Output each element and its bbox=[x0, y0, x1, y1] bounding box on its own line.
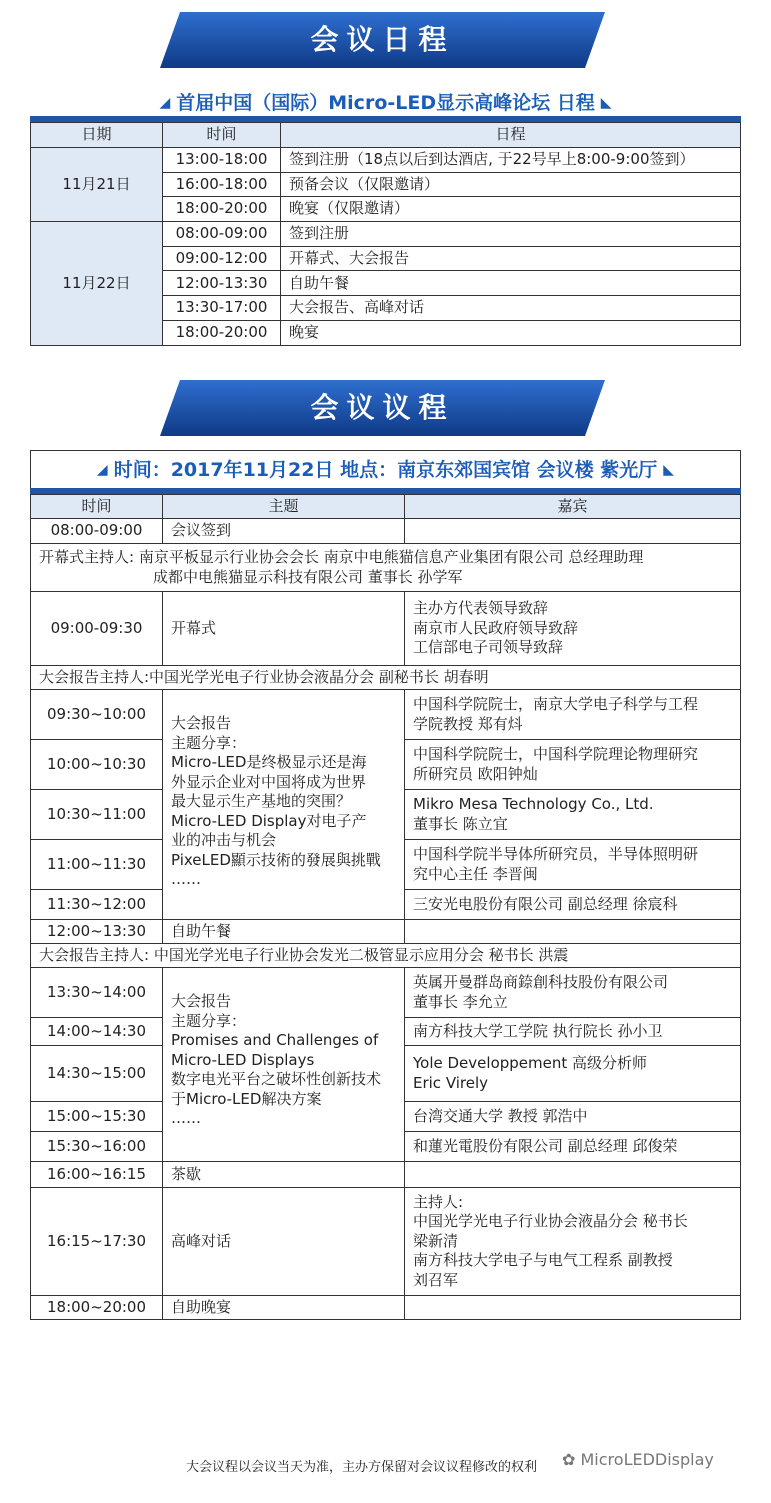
topic-line: Promises and Challenges of bbox=[171, 1031, 379, 1049]
topic-cell bbox=[163, 690, 405, 920]
guest-cell bbox=[405, 968, 741, 1018]
time-cell: 15:30~16:00 bbox=[31, 1132, 163, 1162]
guest-line: 中国科学院院士，南京大学电子科学与工程 bbox=[413, 695, 699, 713]
event-cell: 晚宴 bbox=[281, 320, 741, 345]
time-cell: 08:00-09:00 bbox=[31, 519, 163, 544]
topic-line: …… bbox=[171, 1109, 201, 1127]
time-cell: 13:30~14:00 bbox=[31, 968, 163, 1018]
topic-line: 最大显示生产基地的突围？ bbox=[171, 792, 352, 810]
table-row bbox=[31, 222, 741, 247]
guest-line: 中国科学院院士，中国科学院理论物理研究 bbox=[413, 745, 699, 763]
agenda-title-text: 时间：2017年11月22日 地点：南京东郊国宾馆 会议楼 紫光厅 bbox=[113, 459, 658, 481]
triangle-left-icon: ◢ bbox=[159, 95, 171, 111]
watermark bbox=[562, 1450, 714, 1469]
agenda-banner bbox=[160, 380, 605, 436]
table-row bbox=[31, 1162, 741, 1188]
table-row bbox=[31, 519, 741, 544]
host-row bbox=[31, 666, 741, 690]
time-cell: 10:30~11:00 bbox=[31, 790, 163, 840]
topic-cell: 自助晚宴 bbox=[163, 1296, 405, 1320]
guest-line: 董事长 李允立 bbox=[413, 992, 508, 1011]
topic-line: Micro-LED Displays bbox=[171, 1050, 315, 1069]
topic-line: 主题分享： bbox=[171, 1011, 247, 1030]
table-row bbox=[31, 968, 741, 1018]
event-cell: 大会报告、高峰对话 bbox=[281, 296, 741, 321]
host-cell: 大会报告主持人:中国光学光电子行业协会液晶分会 副秘书长 胡春明 bbox=[31, 666, 741, 690]
topic-cell bbox=[163, 968, 405, 1162]
table-row bbox=[31, 690, 741, 740]
time-cell: 14:30~15:00 bbox=[31, 1046, 163, 1102]
guest-line: 学院教授 郑有炓 bbox=[413, 714, 523, 733]
topic-line: PixeLED顯示技術的發展與挑戰 bbox=[171, 850, 381, 869]
guest-line: 梁新清 bbox=[413, 1231, 459, 1250]
topic-line: 于Micro-LED解决方案 bbox=[171, 1089, 322, 1108]
time-cell: 09:00-09:30 bbox=[31, 592, 163, 666]
triangle-right-icon: ◣ bbox=[600, 95, 612, 111]
topic-cell: 开幕式 bbox=[163, 592, 405, 666]
topic-line: 数字电光平台之破坏性创新技术 bbox=[171, 1070, 382, 1088]
time-cell: 13:30-17:00 bbox=[163, 296, 281, 321]
time-cell: 15:00~15:30 bbox=[31, 1102, 163, 1132]
guest-cell bbox=[405, 592, 741, 666]
host-line: 开幕式主持人: 南京平板显示行业协会会长 南京中电熊猫信息产业集团有限公司 总经理助理 bbox=[39, 548, 644, 566]
date-cell: 11月22日 bbox=[31, 222, 163, 345]
event-cell: 签到注册（18点以后到达酒店, 于22号早上8:00-9:00签到） bbox=[281, 148, 741, 173]
guest-line: 董事长 陈立宜 bbox=[413, 814, 508, 833]
event-cell: 开幕式、大会报告 bbox=[281, 246, 741, 271]
host-row bbox=[31, 544, 741, 592]
col-header: 主题 bbox=[163, 495, 405, 519]
agenda-table bbox=[30, 494, 741, 1320]
guest-cell bbox=[405, 840, 741, 890]
table-row bbox=[31, 920, 741, 944]
guest-cell: 南方科技大学工学院 执行院长 孙小卫 bbox=[405, 1018, 741, 1046]
time-cell: 18:00-20:00 bbox=[163, 197, 281, 222]
banner-title: 会议议程 bbox=[310, 391, 455, 424]
time-cell: 11:30~12:00 bbox=[31, 890, 163, 920]
col-header: 日程 bbox=[281, 123, 741, 148]
triangle-left-icon: ◢ bbox=[96, 462, 108, 478]
col-header: 嘉宾 bbox=[405, 495, 741, 519]
banner-title: 会议日程 bbox=[310, 23, 455, 56]
guest-cell bbox=[405, 1188, 741, 1296]
guest-line: 主办方代表领导致辞 bbox=[413, 599, 549, 618]
guest-cell bbox=[405, 1162, 741, 1188]
schedule-banner bbox=[160, 12, 605, 68]
wechat-icon: ✿ bbox=[562, 1450, 576, 1469]
guest-cell: 台湾交通大学 教授 郭浩中 bbox=[405, 1102, 741, 1132]
time-cell: 16:00-18:00 bbox=[163, 172, 281, 197]
time-cell: 09:30~10:00 bbox=[31, 690, 163, 740]
topic-cell: 自助午餐 bbox=[163, 920, 405, 944]
time-cell: 16:00~16:15 bbox=[31, 1162, 163, 1188]
guest-line: Yole Developpement 高级分析师 bbox=[413, 1054, 648, 1072]
topic-line: 大会报告 bbox=[171, 992, 232, 1010]
time-cell: 14:00~14:30 bbox=[31, 1018, 163, 1046]
topic-cell: 茶歇 bbox=[163, 1162, 405, 1188]
col-header: 日期 bbox=[31, 123, 163, 148]
table-row bbox=[31, 592, 741, 666]
agenda-title bbox=[30, 455, 741, 482]
date-cell: 11月21日 bbox=[31, 148, 163, 222]
guest-cell: 三安光电股份有限公司 副总经理 徐宸科 bbox=[405, 890, 741, 920]
time-cell: 11:00~11:30 bbox=[31, 840, 163, 890]
watermark-text: MicroLEDDisplay bbox=[580, 1450, 714, 1469]
footer-note: 大会议程以会议当天为准，主办方保留对会议议程修改的权利 bbox=[186, 1460, 538, 1475]
col-header: 时间 bbox=[31, 495, 163, 519]
event-cell: 签到注册 bbox=[281, 222, 741, 247]
guest-cell bbox=[405, 740, 741, 790]
event-cell: 晚宴（仅限邀请） bbox=[281, 197, 741, 222]
guest-line: 所研究员 欧阳钟灿 bbox=[413, 764, 538, 783]
topic-line: Micro-LED是终极显示还是海 bbox=[171, 753, 367, 771]
host-cell bbox=[31, 544, 741, 592]
guest-cell bbox=[405, 920, 741, 944]
table-row bbox=[31, 1188, 741, 1296]
topic-line: 业的冲击与机会 bbox=[171, 831, 277, 849]
topic-line: 大会报告 bbox=[171, 714, 232, 732]
guest-line: 南京市人民政府领导致辞 bbox=[413, 618, 579, 637]
guest-cell: 和蓮光電股份有限公司 副总经理 邱俊荣 bbox=[405, 1132, 741, 1162]
guest-line: 英属开曼群岛商錼創科技股份有限公司 bbox=[413, 973, 669, 991]
table-header-row bbox=[31, 123, 741, 148]
guest-line: 南方科技大学电子与电气工程系 副教授 bbox=[413, 1251, 673, 1270]
time-cell: 16:15~17:30 bbox=[31, 1188, 163, 1296]
guest-line: 工信部电子司领导致辞 bbox=[413, 638, 564, 657]
guest-cell bbox=[405, 690, 741, 740]
time-cell: 09:00-12:00 bbox=[163, 246, 281, 271]
guest-cell bbox=[405, 1046, 741, 1102]
time-cell: 18:00~20:00 bbox=[31, 1296, 163, 1320]
time-cell: 18:00-20:00 bbox=[163, 320, 281, 345]
guest-cell bbox=[405, 790, 741, 840]
guest-cell bbox=[405, 1296, 741, 1320]
schedule-table bbox=[30, 122, 741, 346]
guest-line: 中国光学光电子行业协会液晶分会 秘书长 bbox=[413, 1212, 688, 1231]
guest-line: 究中心主任 李晋闽 bbox=[413, 864, 538, 883]
table-row bbox=[31, 148, 741, 173]
time-cell: 13:00-18:00 bbox=[163, 148, 281, 173]
schedule-title bbox=[30, 88, 741, 115]
topic-line: Micro-LED Display对电子产 bbox=[171, 811, 367, 830]
guest-line: 主持人: bbox=[413, 1192, 464, 1211]
host-row bbox=[31, 944, 741, 968]
topic-line: 外显示企业对中国将成为世界 bbox=[171, 772, 367, 791]
topic-line: 主题分享： bbox=[171, 733, 247, 752]
topic-cell: 高峰对话 bbox=[163, 1188, 405, 1296]
guest-line: Eric Virely bbox=[413, 1073, 489, 1092]
triangle-right-icon: ◣ bbox=[663, 462, 675, 478]
topic-cell: 会议签到 bbox=[163, 519, 405, 544]
guest-line: 刘召军 bbox=[413, 1270, 459, 1289]
guest-line: 中国科学院半导体所研究员，半导体照明研 bbox=[413, 845, 699, 863]
table-row bbox=[31, 1296, 741, 1320]
table-header-row bbox=[31, 495, 741, 519]
host-line: 成都中电熊猫显示科技有限公司 董事长 孙学军 bbox=[153, 567, 463, 586]
time-cell: 10:00~10:30 bbox=[31, 740, 163, 790]
event-cell: 自助午餐 bbox=[281, 271, 741, 296]
topic-line: …… bbox=[171, 870, 201, 888]
time-cell: 12:00-13:30 bbox=[163, 271, 281, 296]
time-cell: 08:00-09:00 bbox=[163, 222, 281, 247]
time-cell: 12:00~13:30 bbox=[31, 920, 163, 944]
event-cell: 预备会议（仅限邀请） bbox=[281, 172, 741, 197]
schedule-title-text: 首届中国（国际）Micro-LED显示高峰论坛 日程 bbox=[176, 92, 595, 114]
col-header: 时间 bbox=[163, 123, 281, 148]
guest-line: Mikro Mesa Technology Co., Ltd. bbox=[413, 795, 654, 813]
guest-cell bbox=[405, 519, 741, 544]
host-cell: 大会报告主持人: 中国光学光电子行业协会发光二极管显示应用分会 秘书长 洪震 bbox=[31, 944, 741, 968]
